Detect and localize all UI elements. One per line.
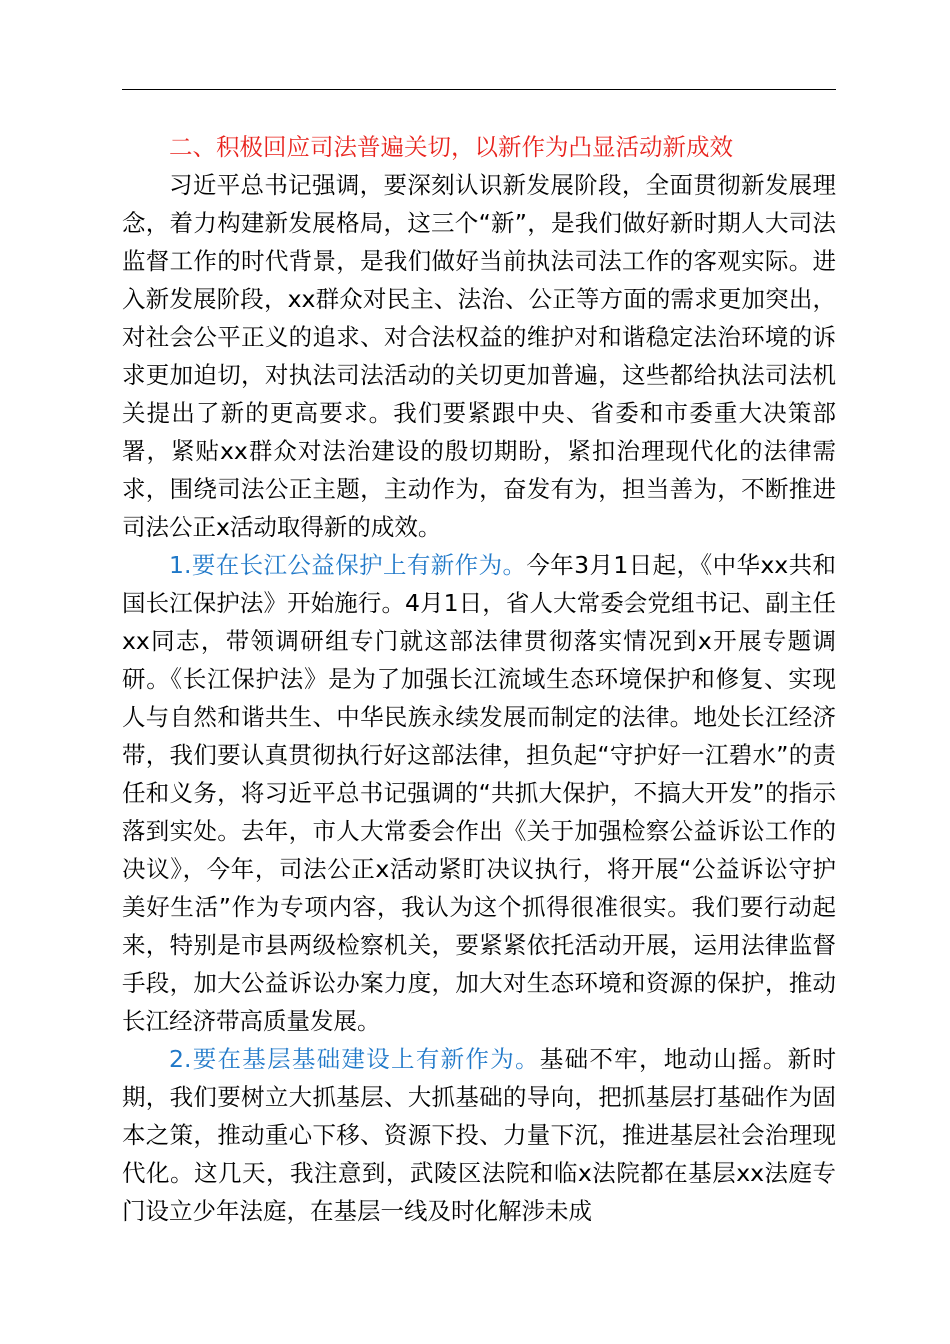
header-rule [122, 89, 836, 90]
point-2-paragraph [122, 1040, 836, 1230]
point-1-text: 今年3月1日起，《中华xx共和国长江保护法》开始施行。4月1日，省人大常委会党组书记、副主任xx同志，带领调研组专门就这部法律贯彻落实情况到x开展专题调研。《长江保护法》是为了加强长江流域生态环境保护和修复、实现人与自然和谐共生、中华民族永续发展而制定的法律。地处长江经济带，我们要认真贯彻执行好这部法律，担负起“守护好一江碧水”的责任和义务，将习近平总书记强调的“共抓大保护，不搞大开发”的指示落到实处。去年，市人大常委会作出《关于加强检察公益诉讼工作的决议》，今年，司法公正x活动紧盯决议执行，将开展“公益诉讼守护美好生活”作为专项内容，我认为这个抓得很准很实。我们要行动起来，特别是市县两级检察机关，要紧紧依托活动开展，运用法律监督手段，加大公益诉讼办案力度，加大对生态环境和资源的保护，推动长江经济带高质量发展。 [122, 551, 836, 1035]
section-heading [122, 128, 836, 166]
section-heading-text: 二、积极回应司法普遍关切，以新作为凸显活动新成效 [169, 133, 733, 161]
point-2-heading: 2.要在基层基础建设上有新作为。 [169, 1045, 540, 1073]
point-2-text: 基础不牢，地动山摇。新时期，我们要树立大抓基层、大抓基础的导向，把抓基层打基础作为固本之策，推动重心下移、资源下投、力量下沉，推进基层社会治理现代化。这几天，我注意到，武陵区法院和临x法院都在基层xx法庭专门设立少年法庭，在基层一线及时化解涉未成 [122, 1045, 837, 1225]
point-1-paragraph [122, 546, 836, 1040]
point-1-heading: 1.要在长江公益保护上有新作为。 [169, 551, 527, 579]
intro-paragraph: 习近平总书记强调，要深刻认识新发展阶段，全面贯彻新发展理念，着力构建新发展格局，这三个“新”，是我们做好新时期人大司法监督工作的时代背景，是我们做好当前执法司法工作的客观实际。进入新发展阶段，xx群众对民主、法治、公正等方面的需求更加突出，对社会公平正义的追求、对合法权益的维护对和谐稳定法治环境的诉求更加迫切，对执法司法活动的关切更加普遍，这些都给执法司法机关提出了新的更高要求。我们要紧跟中央、省委和市委重大决策部署，紧贴xx群众对法治建设的殷切期盼，紧扣治理现代化的法律需求，围绕司法公正主题，主动作为，奋发有为，担当善为，不断推进司法公正x活动取得新的成效。 [122, 171, 836, 541]
document-body [122, 128, 836, 1230]
